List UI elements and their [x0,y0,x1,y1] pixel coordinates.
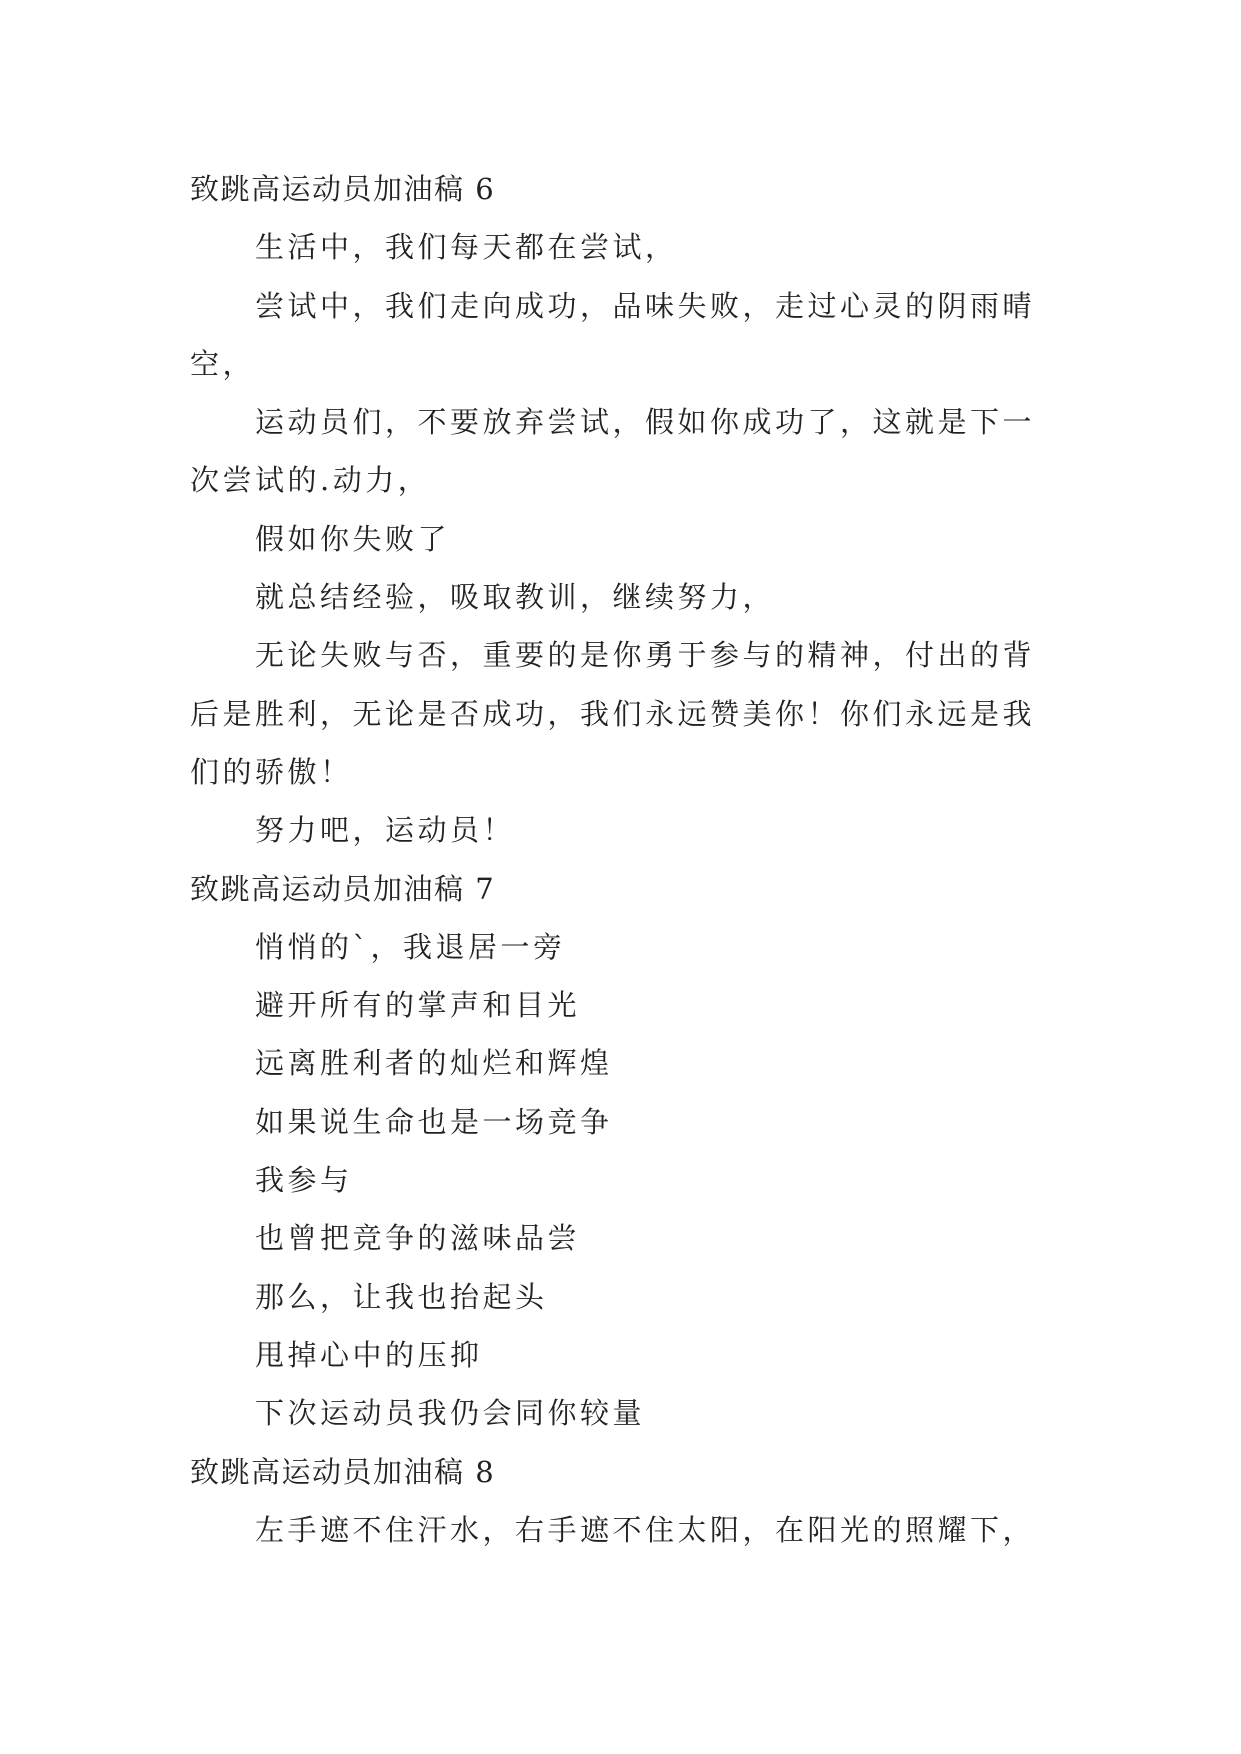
poem-line: 避开所有的掌声和目光 [255,988,581,1023]
poem-line: 甩掉心中的压抑 [255,1337,483,1372]
paragraph-line: 次尝试的.动力， [190,463,431,498]
paragraph-line: 尝试中，我们走向成功，品味失败，走过心灵的阴雨晴 [255,288,1036,323]
paragraph-line: 左手遮不住汗水，右手遮不住太阳，在阳光的照耀下， [255,1512,1036,1547]
poem-line: 悄悄的`，我退居一旁 [255,929,566,964]
poem-line: 也曾把竞争的滋味品尝 [255,1221,581,1256]
paragraph-line: 努力吧，运动员！ [255,813,516,848]
poem-line: 如果说生命也是一场竞争 [255,1104,613,1139]
section-heading: 致跳高运动员加油稿 7 [190,871,496,906]
paragraph-line: 就总结经验，吸取教训，继续努力， [255,580,776,615]
poem-line: 远离胜利者的灿烂和辉煌 [255,1046,613,1081]
paragraph-line: 后是胜利，无论是否成功，我们永远赞美你！你们永远是我 [190,696,1036,731]
paragraph-line: 假如你失败了 [255,521,451,556]
section-heading: 致跳高运动员加油稿 8 [190,1454,496,1489]
poem-line: 下次运动员我仍会同你较量 [255,1396,646,1431]
poem-line: 我参与 [255,1163,353,1198]
poem-line: 那么，让我也抬起头 [255,1279,548,1314]
document-body [190,160,1050,1559]
section-heading: 致跳高运动员加油稿 6 [190,172,496,206]
paragraph-line: 们的骄傲！ [190,754,353,789]
paragraph-line: 运动员们，不要放弃尝试，假如你成功了，这就是下一 [255,405,1036,440]
paragraph-line: 无论失败与否，重要的是你勇于参与的精神，付出的背 [255,638,1036,673]
paragraph-line: 空， [190,346,256,381]
paragraph-line: 生活中，我们每天都在尝试， [255,230,678,265]
